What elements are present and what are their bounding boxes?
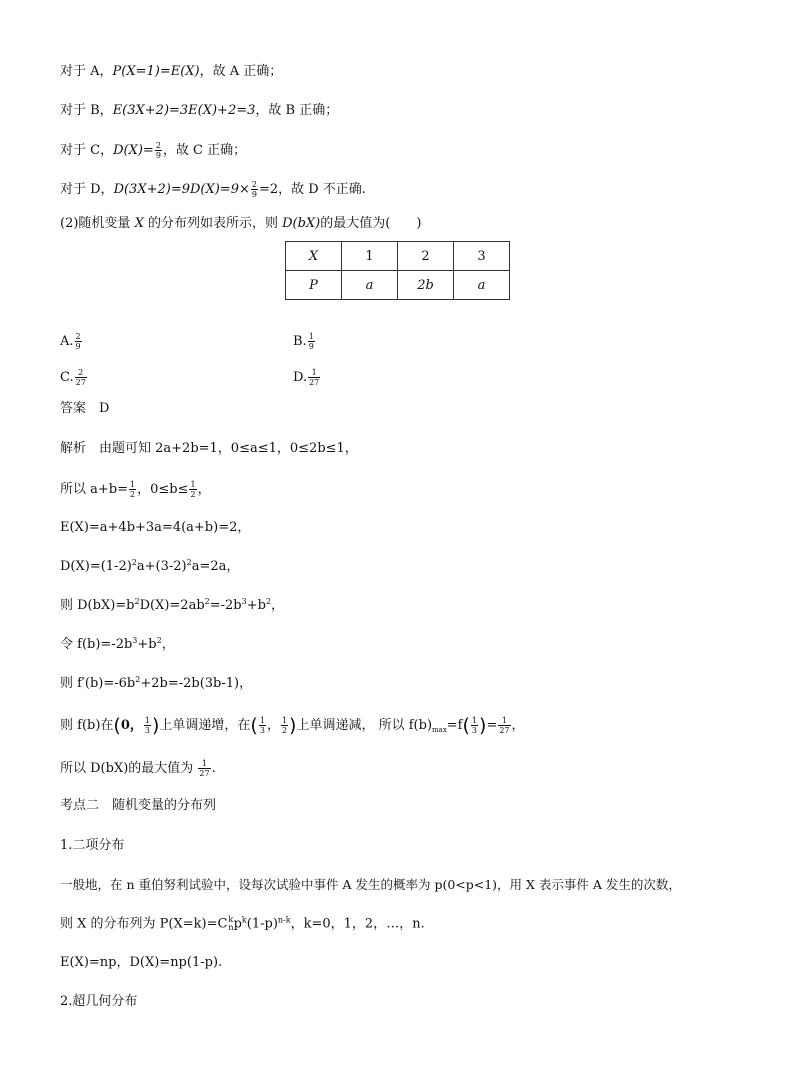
choice-label: C. — [60, 370, 74, 385]
fraction — [198, 759, 210, 778]
cell-text: P — [309, 277, 318, 293]
text: 的最大值为( ) — [320, 216, 422, 231]
cell-text: X — [308, 248, 319, 264]
superscript: k — [228, 915, 234, 924]
solution-line-2 — [60, 480, 211, 499]
text: 对于 D， — [60, 182, 114, 197]
paren: ( — [250, 714, 258, 737]
exponent: k — [241, 915, 247, 925]
table-cell — [398, 242, 454, 271]
table-row — [286, 271, 510, 300]
numerator: 2 — [75, 332, 81, 341]
table-cell — [342, 242, 398, 271]
solution-line-7 — [60, 676, 252, 692]
exponent: 2 — [265, 597, 272, 606]
text: 对于 A， — [60, 64, 113, 79]
exponent: 2 — [186, 558, 192, 567]
fraction — [75, 368, 87, 387]
subscript: max — [432, 726, 447, 734]
denominator: 27 — [75, 378, 86, 387]
cell-text: a — [365, 277, 374, 293]
fraction — [471, 716, 478, 735]
fraction — [251, 180, 258, 199]
text: 所以 D(bX)的最大值为 — [60, 761, 198, 776]
text: 则 X 的分布列为 P(X=k)=C — [60, 916, 228, 932]
paren: ) — [289, 714, 297, 737]
solution-line-1: 解析 由题可知 2a+2b=1，0≤a≤1，0≤2b≤1， — [60, 441, 358, 456]
table-cell — [286, 271, 342, 300]
fraction — [308, 368, 320, 387]
text: 则 f(b)在 — [60, 718, 114, 733]
numerator: 1 — [498, 716, 510, 726]
text: 所以 a+b= — [60, 482, 128, 497]
fraction — [75, 332, 82, 351]
line-option-c-check — [60, 141, 246, 160]
numerator: 2 — [155, 141, 161, 150]
denominator: 27 — [499, 726, 510, 735]
text: D(X)=2ab — [139, 598, 205, 613]
numerator: 1 — [190, 480, 196, 489]
denominator: 27 — [199, 769, 210, 778]
paren: ( — [462, 714, 470, 737]
text: 的分布列如表所示，则 — [143, 216, 283, 231]
solution-line-5 — [60, 598, 284, 614]
text: 则 D(bX)=b — [60, 598, 135, 613]
solution-line-3: E(X)=a+4b+3a=4(a+b)=2， — [60, 520, 251, 535]
exponent: n-k — [277, 915, 291, 925]
denominator: 9 — [251, 190, 257, 199]
solution-line-4 — [60, 559, 239, 575]
table-cell — [342, 271, 398, 300]
numerator: 1 — [308, 368, 320, 378]
formula: D(3X+2)=9D(X)=9× — [113, 182, 250, 197]
denominator: 3 — [259, 726, 265, 735]
text: p — [233, 916, 242, 932]
table-row — [286, 242, 510, 271]
text: +b — [137, 637, 157, 652]
line-option-a-check — [60, 64, 282, 80]
numerator: 1 — [471, 716, 478, 725]
text: . — [211, 761, 216, 776]
denominator: 9 — [75, 342, 81, 351]
fraction — [308, 332, 315, 351]
choice-label: B. — [293, 334, 307, 349]
text: 对于 B， — [60, 103, 113, 118]
paren: ) — [151, 714, 160, 737]
choice-label: A. — [60, 334, 74, 349]
exponent: 2 — [134, 597, 140, 606]
exponent: 3 — [241, 597, 247, 606]
denominator: 2 — [130, 490, 136, 499]
text: ， — [511, 718, 525, 733]
exponent: 2 — [135, 675, 141, 684]
text: 令 f(b)=-2b — [60, 637, 133, 652]
paren: ( — [113, 714, 121, 737]
text: +b — [246, 598, 266, 613]
text: ，故 B 正确； — [255, 103, 339, 118]
fraction — [129, 480, 136, 499]
question-2 — [60, 216, 421, 232]
cell-text: 1 — [365, 248, 374, 264]
numerator: 2 — [251, 180, 257, 189]
numerator: 1 — [144, 716, 150, 725]
fraction — [189, 480, 196, 499]
text: =f — [446, 718, 463, 733]
table-cell — [398, 271, 454, 300]
table-cell — [454, 242, 510, 271]
numerator: 1 — [281, 716, 288, 725]
text: 则 f′(b)=-6b — [60, 676, 136, 691]
denominator: 2 — [190, 490, 196, 499]
exponent: 3 — [132, 636, 138, 645]
text: ，故 C 正确； — [162, 143, 247, 158]
denominator: 27 — [309, 378, 320, 387]
numerator: 1 — [130, 480, 136, 489]
text: = — [486, 718, 498, 733]
text: a+(3-2) — [136, 559, 187, 574]
cell-text: a — [477, 277, 486, 293]
text: ， — [161, 637, 175, 652]
text: 上单调递减， 所以 f(b) — [296, 718, 433, 733]
numerator: 1 — [259, 716, 265, 725]
text: ，k=0，1，2，…，n. — [290, 916, 425, 932]
text: 0， — [120, 718, 143, 733]
text: (1-p) — [246, 916, 278, 932]
exponent: 2 — [204, 597, 210, 606]
text: D(X)=(1-2) — [60, 559, 132, 574]
paren: ) — [479, 714, 487, 737]
text: 上单调递增，在 — [159, 718, 251, 733]
formula: E(3X+2)=3E(X)+2=3 — [112, 103, 256, 118]
formula: D(X)= — [113, 143, 154, 158]
text: ，故 A 正确； — [199, 64, 283, 79]
choice-b — [293, 332, 316, 351]
table-cell — [454, 271, 510, 300]
exponent: 2 — [131, 558, 137, 567]
text: a=2a， — [191, 559, 240, 574]
text: ，0≤b≤ — [137, 482, 189, 497]
solution-line-8 — [60, 716, 525, 735]
choice-a — [60, 332, 83, 351]
section-heading: 考点二 随机变量的分布列 — [60, 798, 217, 813]
text: =2，故 D 不正确. — [258, 182, 366, 197]
fraction — [144, 716, 151, 735]
subsection-binomial: 1.二项分布 — [60, 838, 125, 853]
choice-label: D. — [293, 370, 308, 385]
subsection-hypergeometric: 2.超几何分布 — [60, 994, 138, 1009]
denominator: 9 — [155, 151, 161, 160]
paragraph-binomial-1: 一般地，在 n 重伯努利试验中，设每次试验中事件 A 发生的概率为 p(0<p<1)，用 X 表示事件 A 发生的次数， — [60, 877, 681, 892]
text: ， — [197, 482, 211, 497]
fraction — [498, 716, 510, 735]
formula: P(X=1)=E(X) — [112, 64, 200, 79]
fraction — [155, 141, 162, 160]
solution-line-6 — [60, 637, 175, 653]
text: +2b=-2b(3b-1)， — [140, 676, 253, 691]
text: (2)随机变量 — [60, 216, 135, 231]
cell-text: 3 — [477, 248, 486, 264]
formula: D(bX) — [282, 216, 321, 231]
table-cell — [286, 242, 342, 271]
text: ， — [271, 598, 285, 613]
solution-line-9 — [60, 759, 216, 778]
paragraph-binomial-3: E(X)=np，D(X)=np(1-p). — [60, 955, 223, 970]
denominator: 3 — [471, 726, 478, 735]
answer: 答案 D — [60, 401, 110, 416]
text: 对于 C， — [60, 143, 114, 158]
numerator: 2 — [75, 368, 87, 378]
exponent: 2 — [156, 636, 162, 645]
line-option-b-check — [60, 103, 338, 119]
denominator: 2 — [281, 726, 288, 735]
fraction — [259, 716, 266, 735]
cell-text: 2b — [417, 277, 434, 293]
choice-c — [60, 368, 88, 387]
denominator: 3 — [144, 726, 150, 735]
denominator: 9 — [308, 342, 314, 351]
line-option-d-check — [60, 180, 366, 199]
subscript: n — [228, 923, 234, 932]
fraction — [281, 716, 288, 735]
numerator: 1 — [308, 332, 314, 341]
distribution-table — [285, 241, 510, 300]
cell-text: 2 — [421, 248, 430, 264]
paragraph-binomial-2 — [60, 916, 425, 933]
choice-d — [293, 368, 321, 387]
text: ， — [266, 718, 280, 733]
text: =-2b — [209, 598, 242, 613]
numerator: 1 — [198, 759, 210, 769]
variable: X — [134, 216, 144, 231]
